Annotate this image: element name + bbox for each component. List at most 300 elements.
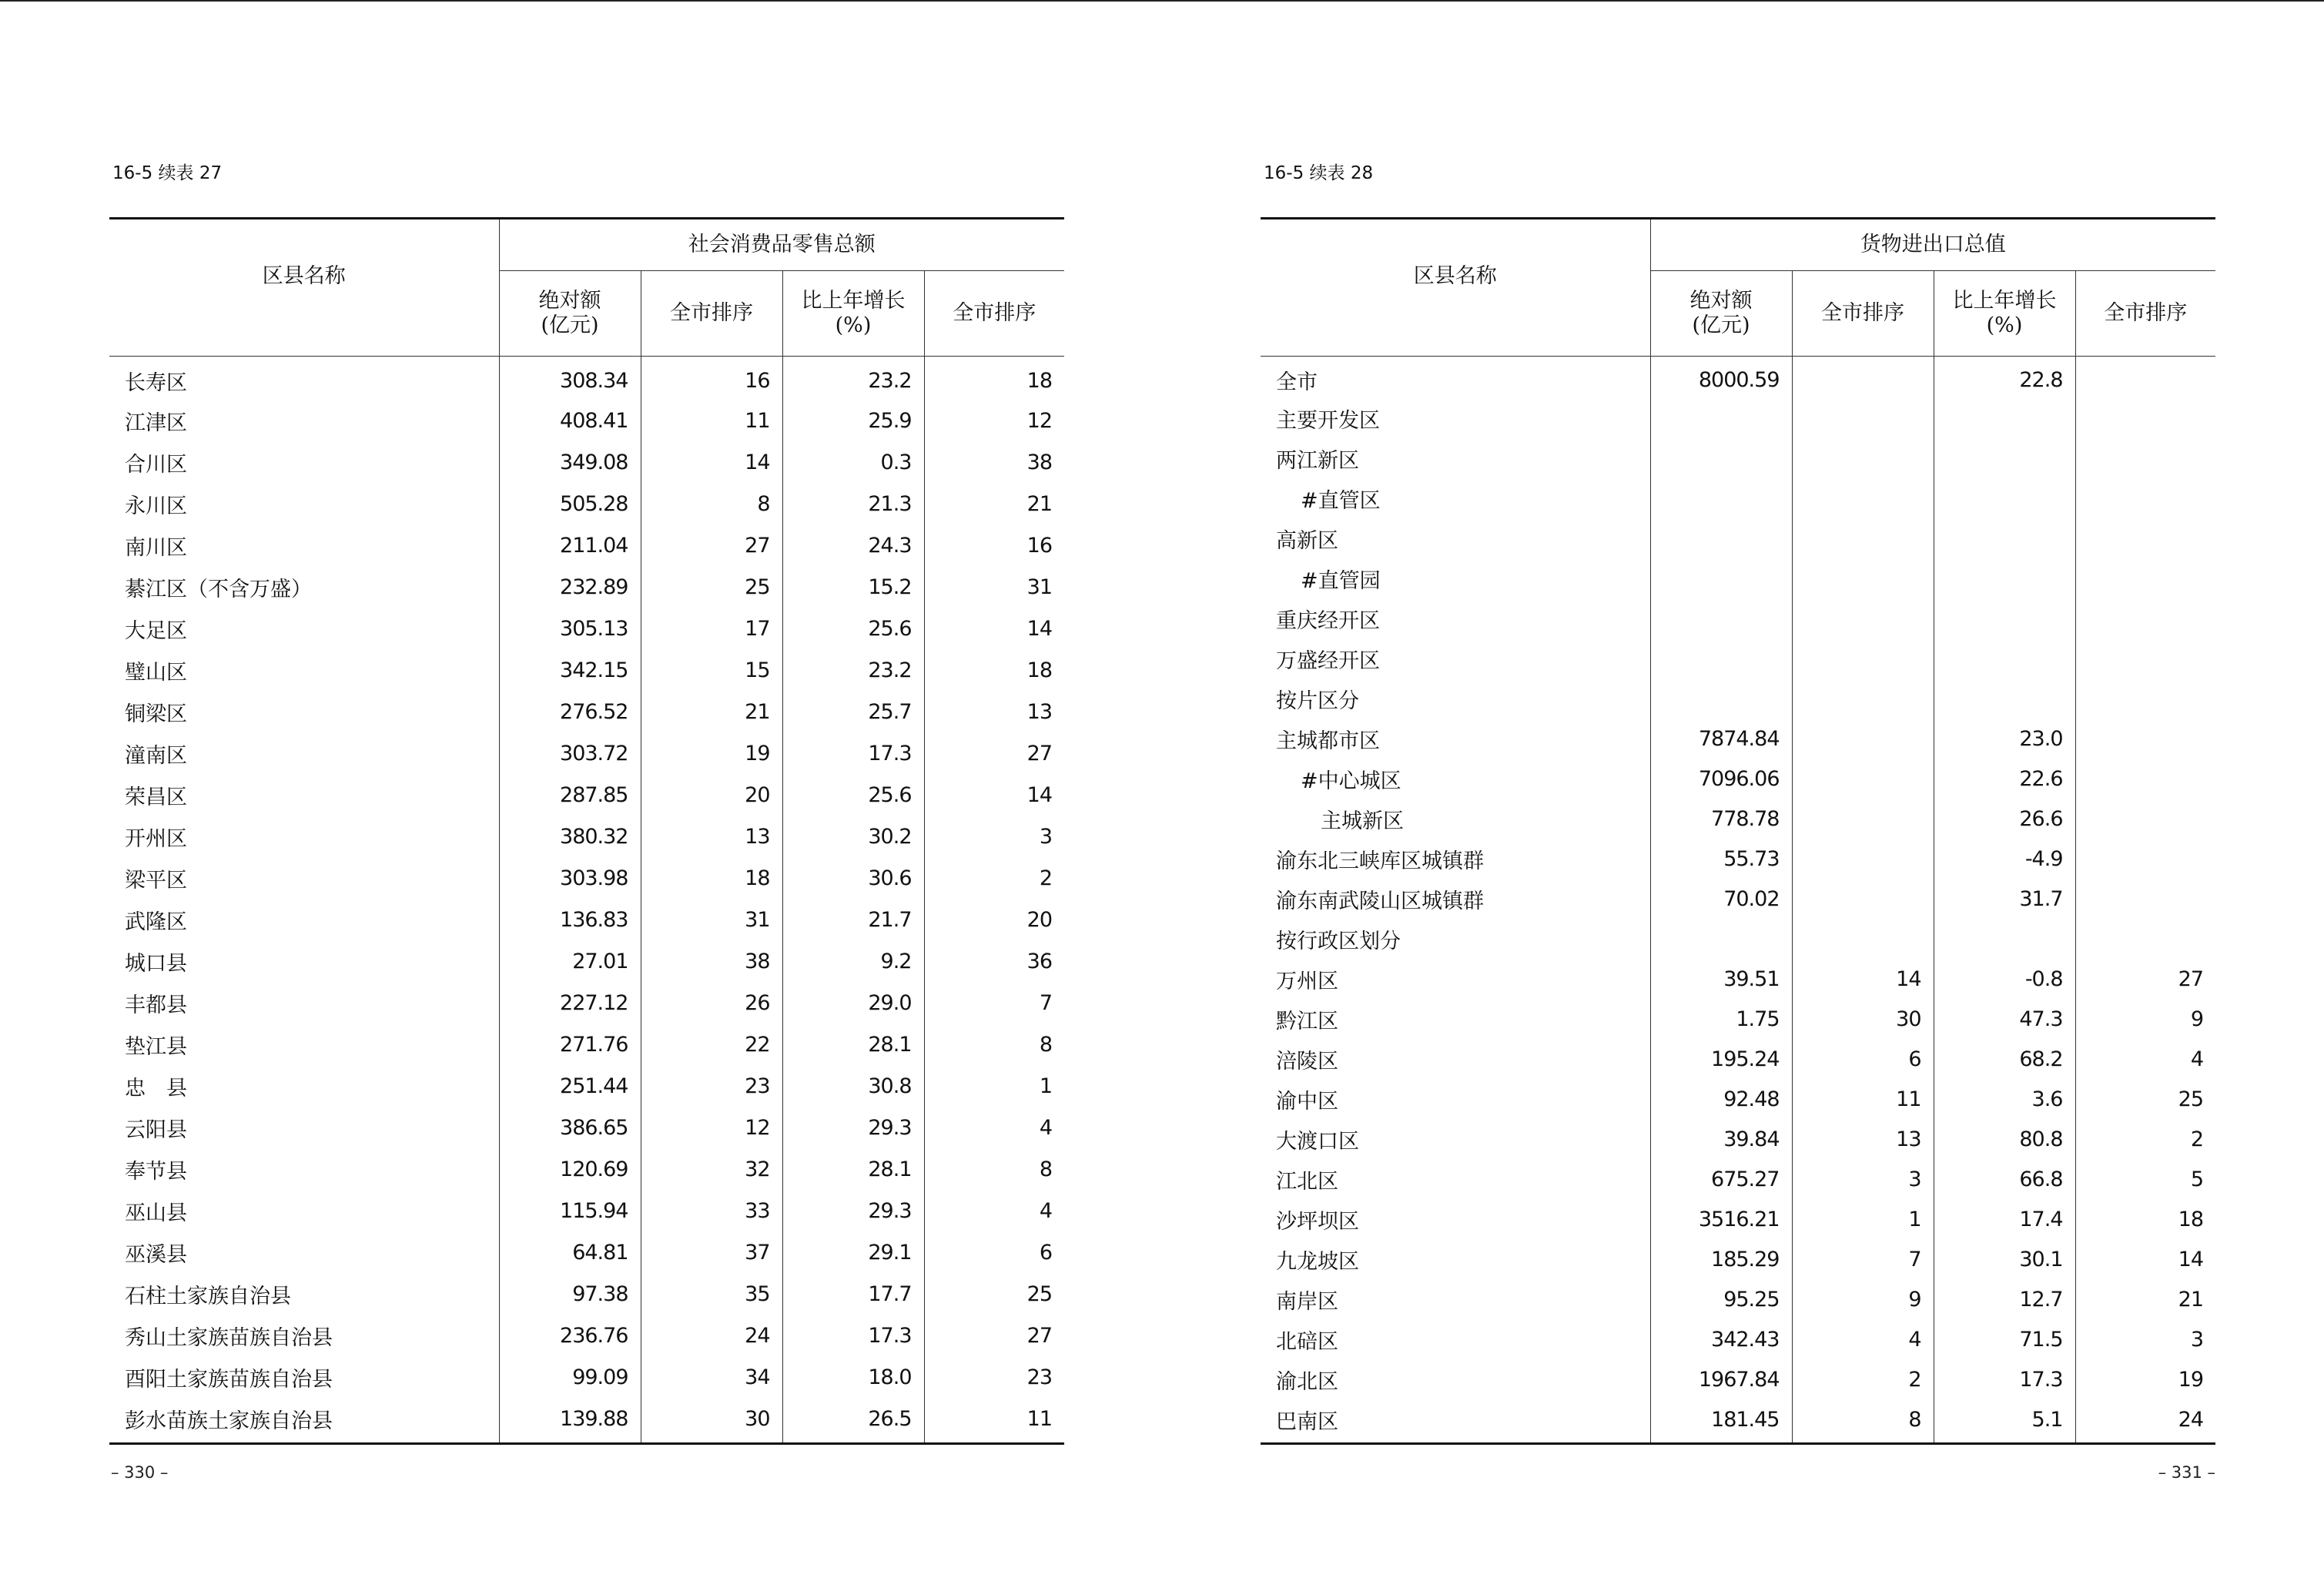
abs-value-cell [1650,919,1792,959]
rank2-cell: 2 [924,857,1064,899]
abs-value-cell: 97.38 [499,1273,641,1315]
rank1-cell [1792,879,1934,919]
growth-value-cell: 30.8 [782,1065,924,1107]
rank2-cell: 31 [924,566,1064,608]
rank2-cell: 19 [2075,1359,2215,1399]
rank1-cell: 2 [1792,1359,1934,1399]
rank2-cell: 1 [924,1065,1064,1107]
region-name-cell: 南川区 [125,535,187,560]
region-name-cell: 渝东南武陵山区城镇群 [1276,889,1484,913]
table-row [109,1231,1064,1273]
table-row [1261,719,2215,759]
rank2-cell: 5 [2075,1159,2215,1199]
region-name-cell: 武隆区 [125,910,187,934]
abs-value-cell [1650,678,1792,719]
rank1-cell: 14 [1792,959,1934,999]
table-row [109,649,1064,691]
growth-value-cell [1934,678,2075,719]
rank1-cell: 32 [641,1148,782,1190]
rank2-cell: 23 [924,1356,1064,1398]
region-name-cell: 主城都市区 [1276,729,1380,753]
growth-value-cell: 29.3 [782,1107,924,1148]
rank1-cell: 24 [641,1315,782,1356]
region-name-cell: 奉节县 [125,1159,187,1184]
rank2-cell: 4 [924,1190,1064,1231]
rank1-cell: 17 [641,608,782,649]
growth-value-cell: 17.7 [782,1273,924,1315]
rank2-cell: 4 [924,1107,1064,1148]
growth-value-cell: 17.3 [782,732,924,774]
rank1-cell: 1 [1792,1199,1934,1239]
growth-value-cell: 29.3 [782,1190,924,1231]
table-row [1261,1359,2215,1399]
region-name-cell: 垫江县 [125,1034,187,1059]
growth-value-cell: 21.3 [782,483,924,524]
rank1-cell: 13 [1792,1119,1934,1159]
table-row [1261,1119,2215,1159]
table-row [109,774,1064,816]
growth-value-cell [1934,398,2075,438]
region-name-cell: 高新区 [1276,528,1338,553]
growth-value-cell [1934,438,2075,478]
abs-value-cell [1650,398,1792,438]
rank2-cell: 7 [924,982,1064,1023]
growth-value-cell: 30.1 [1934,1239,2075,1279]
table-title: 16-5 续表 28 [1264,163,1374,183]
rank1-cell [1792,438,1934,478]
table-row [109,899,1064,940]
retail-sales-table [109,217,1064,1445]
rank2-column-header: 全市排序 [2075,271,2215,357]
growth-value-cell: -4.9 [1934,839,2075,879]
rank2-cell: 27 [924,732,1064,774]
table-row [109,1273,1064,1315]
region-name-cell: 涪陵区 [1276,1049,1338,1074]
rank1-cell: 25 [641,566,782,608]
abs-value-cell: 349.08 [499,441,641,483]
rank1-cell: 26 [641,982,782,1023]
abs-column-header [1650,271,1792,357]
growth-value-cell [1934,558,2075,598]
abs-value-cell [1650,558,1792,598]
table-row [1261,999,2215,1039]
growth-value-cell: 25.6 [782,774,924,816]
abs-value-cell: 136.83 [499,899,641,940]
region-name-cell: 渝中区 [1276,1089,1338,1114]
rank1-cell [1792,478,1934,518]
rank1-cell: 9 [1792,1279,1934,1319]
rank1-cell: 33 [641,1190,782,1231]
region-name-cell: 九龙坡区 [1276,1249,1359,1274]
table-row [1261,558,2215,598]
rank2-cell [2075,839,2215,879]
rank1-cell: 23 [641,1065,782,1107]
table-row [109,1023,1064,1065]
table-row [1261,959,2215,999]
table-row [109,400,1064,441]
region-name-cell: 石柱土家族自治县 [125,1284,291,1308]
region-name-cell: 按片区分 [1276,688,1359,713]
abs-value-cell: 55.73 [1650,839,1792,879]
table-row [109,566,1064,608]
abs-value-cell: 232.89 [499,566,641,608]
rank2-cell [2075,518,2215,558]
region-name-cell: 荣昌区 [125,785,187,809]
growth-column-header [782,271,924,357]
table-row [109,1398,1064,1444]
abs-value-cell: 303.72 [499,732,641,774]
rank1-cell: 34 [641,1356,782,1398]
table-row [1261,398,2215,438]
table-row [1261,839,2215,879]
region-name-cell: 江津区 [125,410,187,435]
rank1-cell: 22 [641,1023,782,1065]
rank2-cell: 21 [2075,1279,2215,1319]
region-name-cell: #直管区 [1301,488,1381,513]
growth-value-cell: 28.1 [782,1148,924,1190]
table-row [1261,879,2215,919]
table-row [1261,438,2215,478]
region-name-cell: 巫溪县 [125,1242,187,1267]
rank1-cell: 35 [641,1273,782,1315]
table-row [109,1190,1064,1231]
growth-value-cell: 17.3 [1934,1359,2075,1399]
abs-value-cell: 27.01 [499,940,641,982]
rank2-cell: 16 [924,524,1064,566]
growth-value-cell: 9.2 [782,940,924,982]
table-title: 16-5 续表 27 [112,163,223,183]
region-name-cell: 重庆经开区 [1276,608,1380,633]
rank2-cell: 14 [924,608,1064,649]
rank2-cell: 6 [924,1231,1064,1273]
abs-value-cell: 7096.06 [1650,759,1792,799]
abs-header-line2: (亿元) [541,313,599,337]
table-row [109,857,1064,899]
region-name-cell: 彭水苗族土家族自治县 [109,1398,499,1444]
rank1-column-header: 全市排序 [1792,271,1934,357]
region-name-cell: 全市 [1276,370,1318,394]
trade-value-table [1261,217,2215,1445]
table-row [1261,799,2215,839]
table-row [109,1148,1064,1190]
region-name-cell: 城口县 [125,951,187,976]
region-name-cell: 大足区 [125,618,187,643]
region-name-cell: 黔江区 [1276,1009,1338,1034]
rank2-cell: 27 [924,1315,1064,1356]
group-column-header: 社会消费品零售总额 [499,219,1064,271]
abs-value-cell: 675.27 [1650,1159,1792,1199]
table-row [109,483,1064,524]
table-row [109,816,1064,857]
growth-value-cell: 47.3 [1934,999,2075,1039]
rank1-cell [1792,839,1934,879]
rank2-cell [2075,478,2215,518]
rank2-cell: 21 [924,483,1064,524]
growth-value-cell: -0.8 [1934,959,2075,999]
rank2-cell [2075,879,2215,919]
rank2-cell: 38 [924,441,1064,483]
table-row [1261,1399,2215,1444]
table-body [1261,357,2215,1444]
growth-header-line1: 比上年增长 [801,289,906,313]
rank1-cell [1792,678,1934,719]
abs-value-cell: 342.15 [499,649,641,691]
rank2-cell: 27 [2075,959,2215,999]
abs-value-cell: 185.29 [1650,1239,1792,1279]
growth-value-cell: 22.6 [1934,759,2075,799]
growth-value-cell: 18.0 [782,1356,924,1398]
rank1-cell: 38 [641,940,782,982]
growth-value-cell: 28.1 [782,1023,924,1065]
rank2-cell: 8 [924,1148,1064,1190]
growth-value-cell: 23.2 [782,357,924,400]
table-row [1261,598,2215,638]
rank2-cell: 11 [924,1398,1064,1444]
abs-value-cell [1650,638,1792,678]
region-column-header: 区县名称 [1261,219,1650,357]
rank2-cell [2075,438,2215,478]
growth-value-cell: 30.2 [782,816,924,857]
rank2-cell: 25 [2075,1079,2215,1119]
growth-value-cell: 68.2 [1934,1039,2075,1079]
abs-value-cell: 342.43 [1650,1319,1792,1359]
abs-value-cell: 92.48 [1650,1079,1792,1119]
rank1-cell: 4 [1792,1319,1934,1359]
rank2-cell: 3 [924,816,1064,857]
abs-value-cell: 386.65 [499,1107,641,1148]
rank2-cell: 36 [924,940,1064,982]
abs-value-cell: 211.04 [499,524,641,566]
growth-value-cell: 71.5 [1934,1319,2075,1359]
rank1-cell: 12 [641,1107,782,1148]
rank2-cell: 3 [2075,1319,2215,1359]
rank2-cell [2075,719,2215,759]
rank1-cell: 31 [641,899,782,940]
table-row [109,1315,1064,1356]
table-body [109,357,1064,1444]
growth-value-cell: 26.6 [1934,799,2075,839]
table-row [109,524,1064,566]
rank1-cell [1792,598,1934,638]
rank2-cell [2075,799,2215,839]
region-name-cell: 万州区 [1276,969,1338,993]
abs-value-cell: 139.88 [499,1398,641,1444]
rank1-cell: 18 [641,857,782,899]
abs-value-cell: 95.25 [1650,1279,1792,1319]
abs-value-cell [1650,478,1792,518]
rank1-cell [1792,638,1934,678]
growth-header-line2: (%) [1986,313,2023,337]
region-name-cell: 巴南区 [1261,1399,1650,1444]
table-row [1261,1279,2215,1319]
growth-column-header [1934,271,2075,357]
rank1-cell: 19 [641,732,782,774]
rank1-column-header: 全市排序 [641,271,782,357]
growth-value-cell: 31.7 [1934,879,2075,919]
abs-value-cell: 303.98 [499,857,641,899]
right-page [1261,0,2215,1588]
growth-value-cell: 22.8 [1934,357,2075,399]
abs-value-cell: 236.76 [499,1315,641,1356]
region-name-cell: 巫山县 [125,1201,187,1225]
abs-header-line1: 绝对额 [538,289,601,313]
growth-value-cell: 25.9 [782,400,924,441]
region-name-cell: 两江新区 [1276,448,1359,473]
abs-value-cell [1650,518,1792,558]
page-number: – 331 – [2158,1463,2215,1482]
growth-value-cell: 23.2 [782,649,924,691]
rank2-cell: 8 [924,1023,1064,1065]
growth-value-cell: 80.8 [1934,1119,2075,1159]
region-name-cell: 长寿区 [125,370,187,395]
growth-value-cell [1934,638,2075,678]
rank2-cell [2075,678,2215,719]
rank1-cell: 6 [1792,1039,1934,1079]
region-name-cell: 北碚区 [1276,1329,1338,1354]
abs-header-line1: 绝对额 [1689,289,1753,313]
region-column-header: 区县名称 [109,219,499,357]
table-row [1261,759,2215,799]
region-name-cell: 綦江区（不含万盛） [125,577,312,601]
abs-value-cell: 505.28 [499,483,641,524]
table-row [1261,678,2215,719]
rank1-cell: 11 [641,400,782,441]
abs-value-cell: 115.94 [499,1190,641,1231]
region-name-cell: 潼南区 [125,743,187,768]
rank2-cell [2075,638,2215,678]
abs-value-cell: 181.45 [1650,1399,1792,1444]
region-name-cell: 渝北区 [1276,1369,1338,1394]
growth-value-cell: 17.3 [782,1315,924,1356]
table-row [1261,518,2215,558]
abs-value-cell [1650,438,1792,478]
region-name-cell: 渝东北三峡库区城镇群 [1276,849,1484,873]
abs-value-cell: 408.41 [499,400,641,441]
table-row [109,441,1064,483]
growth-value-cell: 21.7 [782,899,924,940]
growth-value-cell [1934,518,2075,558]
growth-value-cell: 3.6 [1934,1079,2075,1119]
abs-value-cell: 3516.21 [1650,1199,1792,1239]
abs-value-cell: 380.32 [499,816,641,857]
abs-value-cell: 305.13 [499,608,641,649]
growth-value-cell: 12.7 [1934,1279,2075,1319]
rank1-cell: 30 [1792,999,1934,1039]
region-name-cell: #中心城区 [1301,769,1401,793]
rank1-cell: 30 [641,1398,782,1444]
region-name-cell: 铜梁区 [125,702,187,726]
table-row [1261,638,2215,678]
region-name-cell: 大渡口区 [1276,1129,1359,1154]
rank2-column-header: 全市排序 [924,271,1064,357]
abs-value-cell: 99.09 [499,1356,641,1398]
table-row [1261,1319,2215,1359]
growth-value-cell: 24.3 [782,524,924,566]
region-name-cell: 江北区 [1276,1169,1338,1194]
growth-value-cell: 26.5 [782,1398,924,1444]
growth-value-cell: 0.3 [782,441,924,483]
abs-header-line2: (亿元) [1692,313,1750,337]
rank1-cell: 8 [1792,1399,1934,1444]
rank1-cell [1792,759,1934,799]
region-name-cell: 万盛经开区 [1276,648,1380,673]
rank1-cell [1792,558,1934,598]
abs-value-cell: 287.85 [499,774,641,816]
abs-value-cell: 120.69 [499,1148,641,1190]
rank1-cell: 7 [1792,1239,1934,1279]
table-row [109,982,1064,1023]
rank2-cell: 14 [924,774,1064,816]
rank1-cell: 21 [641,691,782,732]
rank2-cell [2075,357,2215,399]
table-row [1261,1039,2215,1079]
table-row [109,691,1064,732]
growth-value-cell: 30.6 [782,857,924,899]
table-row [109,1356,1064,1398]
rank2-cell [2075,919,2215,959]
table-row [1261,478,2215,518]
rank2-cell: 14 [2075,1239,2215,1279]
rank2-cell: 18 [924,649,1064,691]
region-name-cell: 主要开发区 [1276,408,1380,433]
growth-value-cell [1934,478,2075,518]
region-name-cell: 按行政区划分 [1276,929,1401,953]
growth-value-cell: 5.1 [1934,1399,2075,1444]
growth-value-cell: 17.4 [1934,1199,2075,1239]
table-row [109,357,1064,400]
abs-value-cell: 251.44 [499,1065,641,1107]
rank1-cell: 20 [641,774,782,816]
table-row [1261,357,2215,399]
rank2-cell: 24 [2075,1399,2215,1444]
rank1-cell: 13 [641,816,782,857]
rank1-cell: 3 [1792,1159,1934,1199]
abs-value-cell: 227.12 [499,982,641,1023]
rank1-cell [1792,719,1934,759]
table-row [1261,1239,2215,1279]
left-page [109,0,1064,1588]
table-row [109,732,1064,774]
rank2-cell: 9 [2075,999,2215,1039]
rank2-cell: 2 [2075,1119,2215,1159]
rank1-cell: 8 [641,483,782,524]
growth-value-cell: 29.1 [782,1231,924,1273]
rank2-cell [2075,598,2215,638]
growth-value-cell: 25.7 [782,691,924,732]
table-row [109,608,1064,649]
rank2-cell: 18 [924,357,1064,400]
rank1-cell: 15 [641,649,782,691]
region-name-cell: 云阳县 [125,1117,187,1142]
rank2-cell: 13 [924,691,1064,732]
abs-value-cell: 778.78 [1650,799,1792,839]
rank1-cell [1792,518,1934,558]
region-name-cell: 梁平区 [125,868,187,893]
table-row [1261,919,2215,959]
region-name-cell: 璧山区 [125,660,187,685]
abs-value-cell: 8000.59 [1650,357,1792,399]
region-name-cell: 酉阳土家族苗族自治县 [125,1367,333,1392]
abs-value-cell: 39.51 [1650,959,1792,999]
rank2-cell: 12 [924,400,1064,441]
growth-value-cell: 29.0 [782,982,924,1023]
rank1-cell: 27 [641,524,782,566]
rank1-cell [1792,799,1934,839]
abs-value-cell: 1.75 [1650,999,1792,1039]
abs-value-cell: 276.52 [499,691,641,732]
growth-header-line1: 比上年增长 [1952,289,2057,313]
rank1-cell: 16 [641,357,782,400]
